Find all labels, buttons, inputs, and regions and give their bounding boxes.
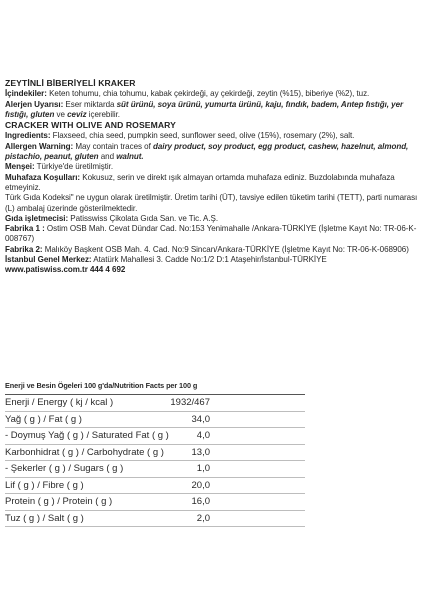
food-codex-note: Türk Gıda Kodeksi" ne uygun olarak üretilmiştir. Üretim tarihi (ÜT), tavsiye edilen tüketim tarihi (TETT), parti numarası (L) ambalaj üzerinde gösterilmektedir. [5, 193, 418, 213]
en-ingredients: Ingredients: Flaxseed, chia seed, pumpkin seed, sunflower seed, olive (15%), rosemary (2%), salt. [5, 131, 355, 141]
nutrition-row-energy: Enerji / Energy ( kj / kcal ) 1932/467 [5, 395, 305, 412]
nutrition-row-salt: Tuz ( g ) / Salt ( g ) 2,0 [5, 511, 305, 528]
nutrition-row-protein: Protein ( g ) / Protein ( g ) 16,0 [5, 494, 305, 511]
food-operator: Gıda işletmecisi: Patisswiss Çikolata Gıda San. ve Tic. A.Ş. [5, 213, 219, 223]
nutrition-row-sugars: - Şekerler ( g ) / Sugars ( g ) 1,0 [5, 461, 305, 478]
nutrition-header: Enerji ve Besin Ögeleri 100 g'da/Nutrition Facts per 100 g [5, 380, 305, 395]
product-label-text [5, 78, 419, 276]
origin: Menşei: Türkiye'de üretilmiştir. [5, 162, 114, 172]
tr-product-title: ZEYTİNLİ BİBERİYELİ KRAKER [5, 78, 136, 88]
en-product-title: CRACKER WITH OLIVE AND ROSEMARY [5, 120, 176, 131]
tr-allergen-warning: Alerjen Uyarısı: Eser miktarda süt ürünü, soya ürünü, yumurta ürünü, kaju, fındık, badem, Antep fıstığı, yer fıstığı, gluten ve ceviz içerebilir. [5, 99, 404, 119]
headquarters: İstanbul Genel Merkez: Atatürk Mahallesi 3. Cadde No:1/2 D:1 Ataşehir/İstanbul-TÜRKİYE [5, 255, 327, 265]
factory-2: Fabrika 2: Malıköy Başkent OSB Mah. 4. Cad. No:9 Sincan/Ankara-TÜRKİYE (İşletme Kayıt No: TR-06-K-068906) [5, 244, 409, 254]
contact-info: www.patiswiss.com.tr 444 4 692 [5, 265, 126, 275]
nutrition-row-fat: Yağ ( g ) / Fat ( g ) 34,0 [5, 412, 305, 429]
nutrition-row-carbohydrate: Karbonhidrat ( g ) / Carbohydrate ( g ) 13,0 [5, 445, 305, 462]
nutrition-row-fibre: Lif ( g ) / Fibre ( g ) 20,0 [5, 478, 305, 495]
storage-conditions: Muhafaza Koşulları: Kokusuz, serin ve direkt ışık almayan ortamda muhafaza ediniz. Buzdolabında muhafaza etmeyiniz. [5, 172, 395, 192]
nutrition-facts-table [5, 380, 305, 527]
factory-1: Fabrika 1 : Ostim OSB Mah. Cevat Dündar Cad. No:153 Yenimahalle /Ankara-TÜRKİYE (İşletme Kayıt No: TR-06-K-008767) [5, 224, 417, 244]
en-allergen-warning: Allergen Warning: May contain traces of dairy product, soy product, egg product, cashew, hazelnut, almond, pistachio, peanut, gluten and walnut. [5, 141, 409, 162]
nutrition-row-saturated-fat: - Doymuş Yağ ( g ) / Saturated Fat ( g ) 4,0 [5, 428, 305, 445]
tr-ingredients: İçindekiler: Keten tohumu, chia tohumu, kabak çekirdeği, ay çekirdeği, zeytin (%15), biberiye (%2), tuz. [5, 89, 370, 99]
